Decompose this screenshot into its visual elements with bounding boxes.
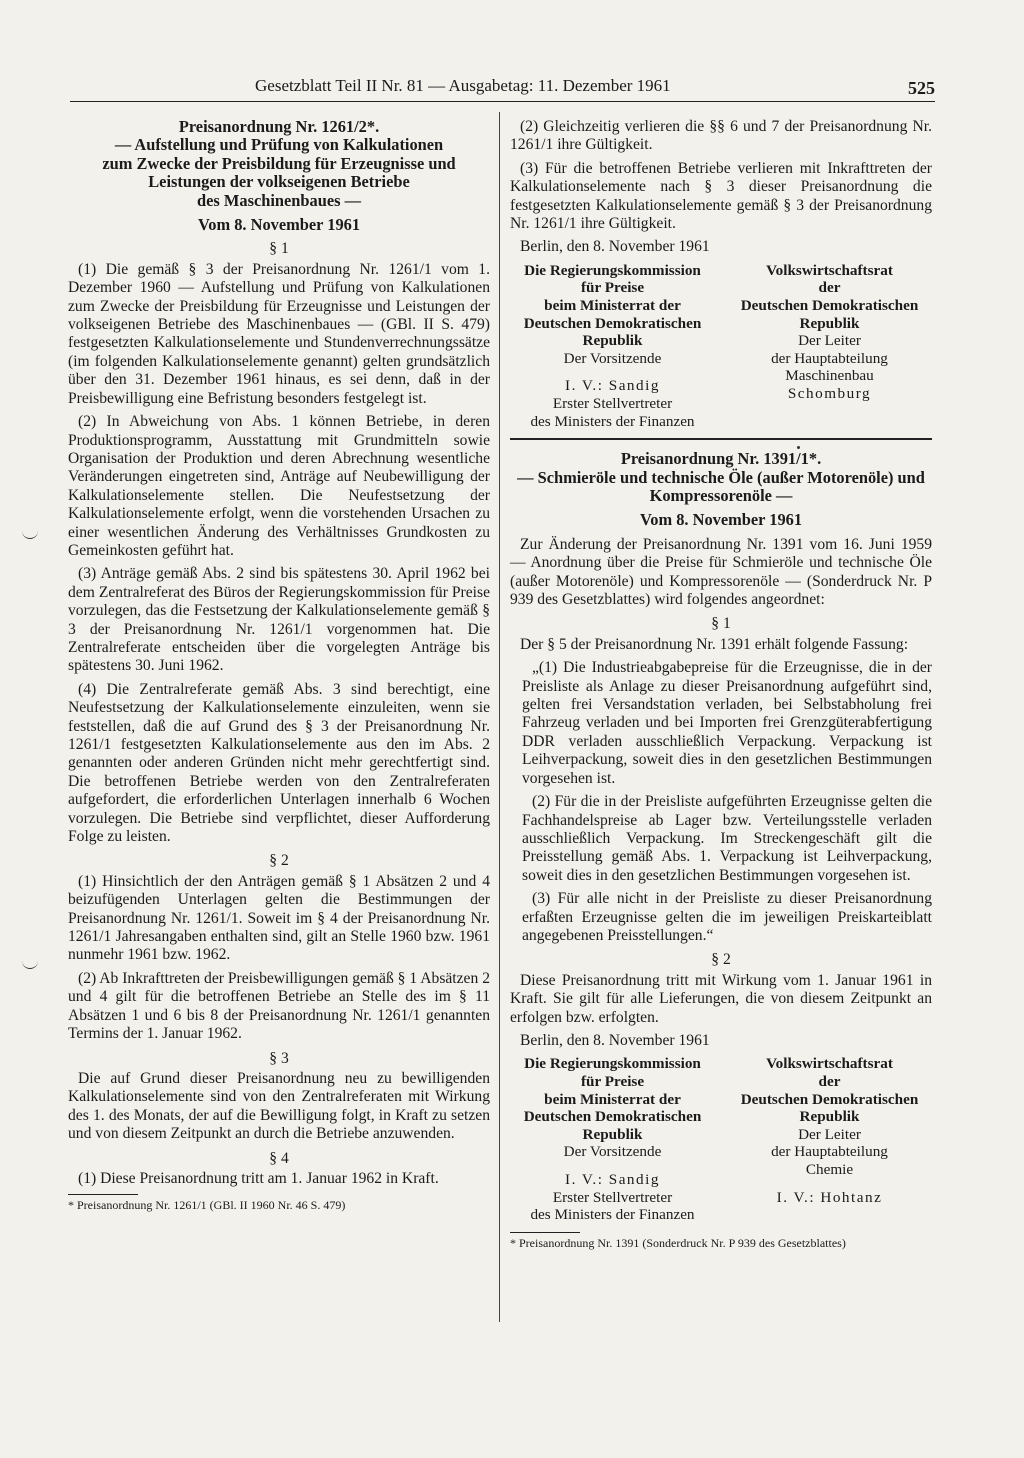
quoted-paragraph: (2) Für die in der Preisliste aufgeführten Erzeugnisse gelten die Fachhandelspreise ab Lager bzw. Verteilungsstelle verladen ausschließlich Verpackung. Im Streckengeschäft gilt die Preisstellung gemäß Abs. 1. Verpackung ist Leihverpackung, soweit dies in den gesetzlichen Bestimmungen vorgesehen ist. xyxy=(522,793,932,884)
paragraph: Diese Preisanordnung tritt mit Wirkung vom 1. Januar 1961 in Kraft. Sie gilt für alle Lieferungen, die von diesem Zeitpunkt an erfolgen bzw. erfolgten. xyxy=(510,971,932,1026)
footnote-rule xyxy=(510,1232,580,1233)
signatory-org-line: Die Regierungskommission xyxy=(524,1055,701,1073)
signatory-title: des Ministers der Finanzen xyxy=(530,412,695,430)
paragraph: (1) Die gemäß § 3 der Preisanordnung Nr. 1261/1 vom 1. Dezember 1960 — Aufstellung und Prüfung von Kalkulationen zum Zwecke der Preisbildung für Erzeugnisse und Leistungen der volkseigenen Betriebe des Maschinenbaues — (GBl. II S. 479) festgesetzten Kalkulationselemente und Stundenverrechnungssätze (im folgenden Kalkulationselemente genannt) gelten grundsätzlich über den 31. Dezember 1961 hinaus, es sei denn, daß in der Preisbewilligung eine Befristung besonders festgelegt ist. xyxy=(68,260,490,407)
section-heading: § 2 xyxy=(269,852,289,870)
signature-right xyxy=(727,1055,932,1223)
quoted-paragraph: (3) Für alle nicht in der Preisliste zu dieser Preisanordnung erfaßten Erzeugnisse gelten die im jeweiligen Preiskarteiblatt angegebenen Preisstellungen.“ xyxy=(522,890,932,944)
quoted-paragraph: „(1) Die Industrieabgabepreise für die Erzeugnisse, die in der Preisliste als Anlage zu dieser Preisanordnung aufgeführt sind, gelten frei Versandstation verladen, bei Selbstabholung frei Fahrzeug verladen und bei Importen frei Grenzgüterabfertigung DDR verladen ausschließlich Verpackung. Verpackung ist Leihverpackung, soweit dies in den gesetzlichen Bestimmungen vorgesehen ist. xyxy=(522,659,932,787)
signatory-org-line: der xyxy=(818,279,841,297)
signatory-title: des Ministers der Finanzen xyxy=(530,1206,695,1224)
signatory-title: Erster Stellvertreter xyxy=(552,395,673,412)
paragraph: (2) In Abweichung von Abs. 1 können Betriebe, in deren Produktionsprogramm, Ausstattung mit Grundmitteln sowie Organisation der Produktion und deren Abrechnung wesentliche Veränderungen eingetreten sind, Anträge auf Neubewilligung der Kalkulationselemente stellen. Die Neufestsetzung der Kalkulationselemente erfolgt, wenn die vorstehenden Ursachen zu einer wesentlichen Änderung des Verhältnisses Grundkosten zu Gemeinkosten geführt hat. xyxy=(68,413,490,559)
paragraph: (4) Die Zentralreferate gemäß Abs. 3 sind berechtigt, eine Neufestsetzung der Kalkulationselemente einzuleiten, wenn sie feststellen, daß die auf Grund des § 3 der Preisanordnung Nr. 1261/1 festgesetzten Kalkulationselemente aus den im Abs. 2 genannten oder anderen Gründen nicht mehr gerechtfertigt sind. Die betroffenen Betriebe werden von den Zentralreferaten aufgefordert, die erforderlichen Unterlagen innerhalb 6 Wochen vorzulegen. Die Betriebe sind verpflichtet, dieser Aufforderung Folge zu leisten. xyxy=(68,680,490,846)
ordinance-title: Preisanordnung Nr. 1261/2*. xyxy=(178,117,380,136)
signature-left xyxy=(510,262,715,430)
section-rule xyxy=(510,438,932,440)
left-column xyxy=(68,118,490,1328)
paragraph: (2) Ab Inkrafttreten der Preisbewilligungen gemäß § 1 Absätzen 2 und 4 gilt für die betroffenen Betriebe an Stelle des im § 11 Absätzen 1 und 6 bis 8 der Preisanordnung Nr. 1261/1 genannten Termins der 1. Januar 1962. xyxy=(68,969,490,1043)
paragraph: Der § 5 der Preisanordnung Nr. 1391 erhält folgende Fassung: xyxy=(520,635,909,653)
signatory-role: Chemie xyxy=(805,1160,854,1178)
header-rule xyxy=(70,101,935,102)
signatory-name: I. V.: Sandig xyxy=(565,377,660,395)
section-heading: § 3 xyxy=(269,1049,289,1067)
signatory-org-line: Deutschen Demokratischen xyxy=(740,1090,919,1108)
header-title: Gesetzblatt Teil II Nr. 81 — Ausgabetag: 11. Dezember 1961 xyxy=(255,76,671,95)
signatory-role: Der Vorsitzende xyxy=(563,349,662,367)
section-heading: § 4 xyxy=(269,1149,289,1167)
signatory-org-line: beim Ministerrat der xyxy=(544,297,681,315)
signatory-name: I. V.: Hohtanz xyxy=(776,1188,883,1206)
column-divider xyxy=(499,112,500,1322)
signatory-org-line: Volkswirtschaftsrat xyxy=(766,1055,893,1073)
footnote-rule xyxy=(68,1194,138,1195)
signatory-org-line: Die Regierungskommission xyxy=(524,261,701,279)
ordinance-date: Vom 8. November 1961 xyxy=(197,215,361,235)
footnote: * Preisanordnung Nr. 1391 (Sonderdruck Nr. P 939 des Gesetzblattes) xyxy=(510,1235,846,1250)
signatory-org-line: Deutschen Demokratischen xyxy=(523,314,702,332)
paragraph: Die auf Grund dieser Preisanordnung neu zu bewilligenden Kalkulationselemente sind von den Zentralreferaten mit Wirkung des 1. des Monats, der auf die Bewilligung folgt, in Kraft zu setzen und von diesem Zeitpunkt an durch die Betriebe anzuwenden. xyxy=(68,1069,490,1143)
signatory-name: I. V.: Sandig xyxy=(565,1170,660,1188)
paragraph: (1) Hinsichtlich der den Anträgen gemäß § 1 Absätzen 2 und 4 beizufügenden Unterlagen gelten die Bestimmungen der Preisanordnung Nr. 1261/1. Soweit im § 4 der Preisanordnung Nr. 1261/1 Jahresangaben enthalten sind, gilt an Stelle 1960 bzw. 1961 nunmehr 1961 bzw. 1962. xyxy=(68,872,490,964)
paragraph: (2) Gleichzeitig verlieren die §§ 6 und 7 der Preisanordnung Nr. 1261/1 ihre Gültigkeit. xyxy=(510,118,932,154)
signature-block xyxy=(510,262,932,430)
signatory-org-line: beim Ministerrat der xyxy=(544,1090,681,1108)
signatory-org-line: Deutschen Demokratischen xyxy=(740,297,919,315)
paragraph: (3) Für die betroffenen Betriebe verlieren mit Inkrafttreten der Kalkulationselemente nach § 3 dieser Preisanordnung die festgesetzten Kalkulationselemente gemäß § 3 der Preisanordnung Nr. 1261/1 ihre Gültigkeit. xyxy=(510,159,932,233)
signatory-org-line: für Preise xyxy=(580,1072,645,1090)
signatory-title: Erster Stellvertreter xyxy=(552,1188,673,1206)
signatory-org-line: Republik xyxy=(799,1108,860,1126)
ordinance-subtitle: — Schmieröle und technische Öle (außer Motorenöle) und Kompressorenöle — xyxy=(517,467,925,505)
signatory-role: der Hauptabteilung xyxy=(771,1143,888,1161)
signatory-role: Der Vorsitzende xyxy=(563,1143,662,1161)
signatory-name: Schomburg xyxy=(787,385,872,402)
signatory-org-line: Deutschen Demokratischen xyxy=(523,1108,702,1126)
ordinance-title: Preisanordnung Nr. 1391/1*. xyxy=(620,449,822,469)
signatory-role: Der Leiter xyxy=(798,332,861,350)
place-date: Berlin, den 8. November 1961 xyxy=(520,238,710,256)
section-heading: § 1 xyxy=(711,615,731,633)
section-heading: § 1 xyxy=(269,240,289,258)
signatory-role: Der Leiter xyxy=(798,1125,861,1143)
subtitle-line: des Maschinenbaues — xyxy=(197,190,361,210)
ordinance-date: Vom 8. November 1961 xyxy=(639,510,803,530)
signatory-org-line: für Preise xyxy=(580,279,645,297)
signatory-org-line: Republik xyxy=(582,332,643,350)
footnote: * Preisanordnung Nr. 1261/1 (GBl. II 1960 Nr. 46 S. 479) xyxy=(68,1198,346,1213)
subtitle-line: Leistungen der volkseigenen Betriebe xyxy=(148,172,410,192)
signature-left xyxy=(510,1055,715,1223)
page-header xyxy=(255,74,935,102)
section-heading: § 2 xyxy=(711,951,731,969)
signatory-org-line: Republik xyxy=(799,314,860,332)
signatory-role: Maschinenbau xyxy=(785,367,874,385)
page-number: 525 xyxy=(908,78,935,98)
margin-mark xyxy=(22,528,38,539)
signatory-org-line: der xyxy=(818,1072,841,1090)
ordinance-subtitle xyxy=(68,136,490,210)
paragraph: (3) Anträge gemäß Abs. 2 sind bis spätestens 30. April 1962 bei dem Zentralreferat des Büros der Regierungskommission für Preise vorzulegen, das die Festsetzung der Kalkulationselemente gemäß § 3 der Preisanordnung Nr. 1261/1 vorgenommen hat. Die Zentralreferate entscheiden über die vorgelegten Anträge bis spätestens 30. Juni 1962. xyxy=(68,565,490,675)
right-column xyxy=(510,118,932,1328)
signature-right xyxy=(727,262,932,430)
subtitle-line: zum Zwecke der Preisbildung für Erzeugnisse und xyxy=(102,153,456,173)
paragraph: Zur Änderung der Preisanordnung Nr. 1391 vom 16. Juni 1959 — Anordnung über die Preise für Schmieröle und technische Öle (außer Motorenöle) und Kompressorenöle — (Sonderdruck Nr. P 939 des Gesetzblattes) wird folgendes angeordnet: xyxy=(510,535,932,609)
signatory-role: der Hauptabteilung xyxy=(771,349,888,367)
subtitle-line: — Aufstellung und Prüfung von Kalkulationen xyxy=(114,135,444,155)
paragraph: (1) Diese Preisanordnung tritt am 1. Januar 1962 in Kraft. xyxy=(78,1169,439,1187)
signatory-org-line: Volkswirtschaftsrat xyxy=(766,261,893,279)
margin-mark xyxy=(22,958,38,969)
place-date: Berlin, den 8. November 1961 xyxy=(520,1031,710,1049)
signature-block xyxy=(510,1055,932,1223)
signatory-org-line: Republik xyxy=(582,1125,643,1143)
